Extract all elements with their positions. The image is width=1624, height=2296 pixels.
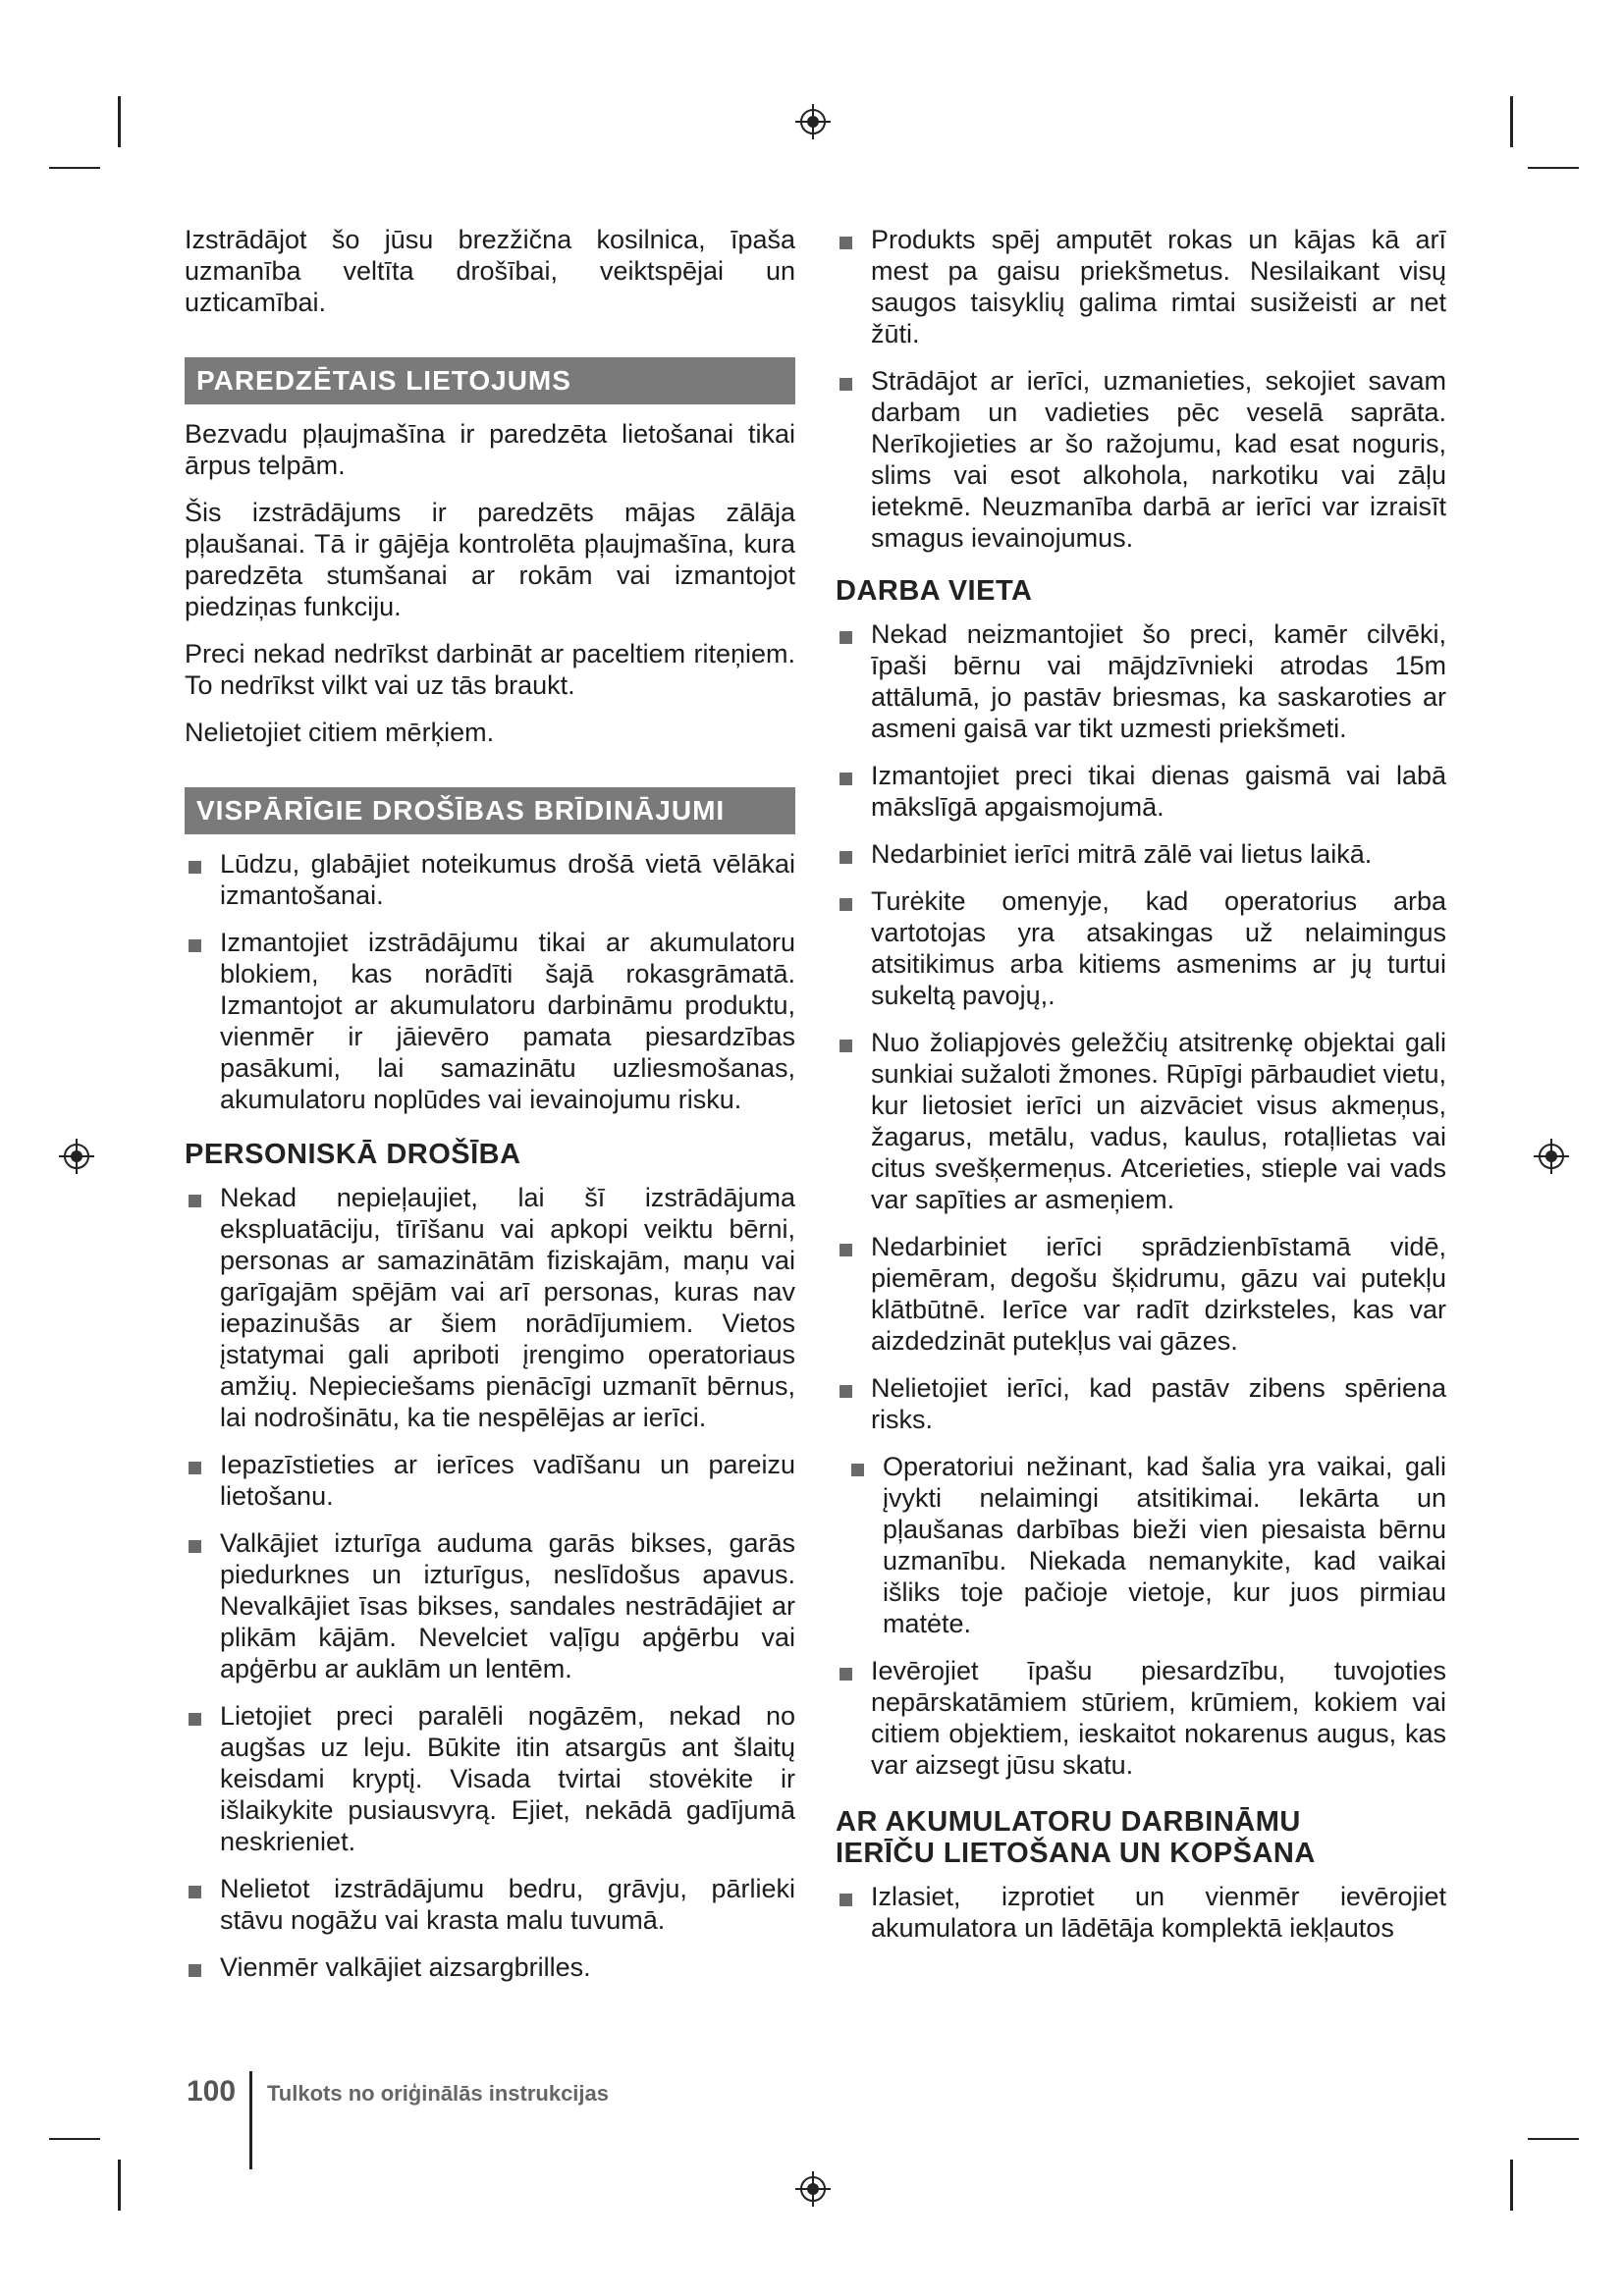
list-item: Strādājot ar ierīci, uzmanieties, sekojiet savam darbam un vadieties pēc veselā saprāta. Nerīkojieties ar šo ražojumu, kad esat noguris, slims vai esot alkohola, narkotiku vai zāļu ietekmē. Neuzmanība darbā ar ierīci var izraisīt smagus ievainojumus. [836,365,1446,554]
list-item: Lūdzu, glabājiet noteikumus drošā vietā vēlākai izmantošanai. [185,848,795,911]
list-item: Nekad neizmantojiet šo preci, kamēr cilvēki, īpaši bērnu vai mājdzīvnieki atrodas 15m attālumā, jo pastāv briesmas, ka saskaroties ar asmeni gaisā var tikt uzmesti priekšmeti. [836,618,1446,744]
section-heading-general-warnings: VISPĀRĪGIE DROŠĪBAS BRĪDINĀJUMI [185,787,795,834]
list-item: Turėkite omenyje, kad operatorius arba vartotojas yra atsakingas už nelaimingus atsitikimus arba kitiems asmenims ar jų turtui sukeltą pavojų,. [836,885,1446,1011]
section-heading-personal-safety: PERSONISKĀ DROŠĪBA [185,1139,521,1170]
registration-mark-icon [57,1137,96,1176]
intro-paragraph: Izstrādājot šo jūsu brezžičnа kosilnica, īpaša uzmanība veltīta drošībai, veiktspējai un uzticamībai. [185,225,795,317]
list-item: Nedarbiniet ierīci mitrā zālē vai lietus laikā. [836,838,1446,870]
crop-mark [118,2160,121,2211]
crop-mark [1528,167,1579,169]
registration-mark-icon [793,102,833,141]
list-item: Nuo žoliapjovės geležčių atsitrenkę objektai gali sunkiai sužaloti žmones. Rūpīgi pārbaudiet vietu, kur lietosiet ierīci un aizvāciet visus akmeņus, žagarus, metālu, vadus, kaulus, rotaļlietas vai citus svešķermeņus. Atcerieties, stieple vai vads var sapīties ar asmeņiem. [836,1027,1446,1215]
list-item: Nelietojiet ierīci, kad pastāv zibens spēriena risks. [836,1372,1446,1435]
list-item: Nedarbiniet ierīci sprādzienbīstamā vidē, piemēram, degošu šķidrumu, gāzu vai putekļu klātbūtnē. Ierīce var radīt dzirksteles, kas var aizdedzināt putekļus vai gāzes. [836,1231,1446,1357]
crop-mark [1510,96,1513,147]
list-item: Operatoriui nežinant, kad šalia yra vaikai, gali įvykti nelaimingi atsitikimai. Iekārta un pļaušanas darbības bieži vien piesaista bērnu uzmanību. Niekada nemanykite, kad vaikai išliks toje pačioje vietoje, kur juos pirmiau matėte. [836,1451,1446,1639]
section-heading-battery [836,1806,1446,1869]
paragraph: Preci nekad nedrīkst darbināt ar paceltiem riteņiem. To nedrīkst vilkt vai uz tās braukt. [185,639,795,700]
list-item: Izmantojiet izstrādājumu tikai ar akumulatoru blokiem, kas norādīti šajā rokasgrāmatā. Izmantojot ar akumulatoru darbināmu produktu, vienmēr ir jāievēro pamata piesardzības pasākumi, lai samazinātu uzliesmošanas, akumulatoru noplūdes vai ievainojumu risku. [185,927,795,1115]
list-item: Ievērojiet īpašu piesardzību, tuvojoties nepārskatāmiem stūriem, krūmiem, kokiem vai citiem objektiem, ieskaitot nokarenus augus, kas var aizsegt jūsu skatu. [836,1655,1446,1781]
crop-mark [118,96,121,147]
page-number: 100 [187,2075,237,2108]
right-column [836,224,1446,1959]
list-item: Vienmēr valkājiet aizsargbrilles. [185,1951,795,1983]
list-item: Izlasiet, izprotiet un vienmēr ievērojiet akumulatora un lādētāja komplektā iekļautos [836,1881,1446,1944]
left-column [185,224,795,1999]
registration-mark-icon [793,2169,833,2209]
registration-mark-icon [1532,1137,1571,1176]
list-item: Valkājiet izturīga auduma garās bikses, garās piedurknes un izturīgus, neslīdošus apavus. Nevalkājiet īsas bikses, sandales nestrādājiet ar plikām kājām. Nevelciet vaļīgu apģērbu vai apģērbu ar auklām un lentēm. [185,1527,795,1684]
list-item: Produkts spēj amputēt rokas un kājas kā arī mest pa gaisu priekšmetus. Nesilaikant visų saugos taisyklių galima rimtai susižeisti ar net žūti. [836,224,1446,349]
section-heading-work-area: DARBA VIETA [836,575,1033,607]
section-heading-battery-line1: AR AKUMULATORU DARBINĀMU [836,1806,1301,1838]
paragraph: Nelietojiet citiem mērķiem. [185,718,495,747]
footer-divider [249,2071,252,2169]
crop-mark [1510,2160,1513,2211]
list-item: Lietojiet preci paralēli nogāzēm, nekad no augšas uz leju. Būkite itin atsargūs ant šlaitų keisdami kryptį. Visada tvirtai stovėkite ir išlaikykite pusiausvyrą. Ejiet, nekādā gadījumā neskrieniet. [185,1700,795,1857]
list-item: Nelietot izstrādājumu bedru, grāvju, pārlieki stāvu nogāžu vai krasta malu tuvumā. [185,1873,795,1936]
paragraph: Bezvadu pļaujmašīna ir paredzēta lietošanai tikai ārpus telpām. [185,419,795,480]
crop-mark [49,2138,100,2140]
list-item: Iepazīstieties ar ierīces vadīšanu un pareizu lietošanu. [185,1449,795,1512]
list-item: Izmantojiet preci tikai dienas gaismā vai labā mākslīgā apgaismojumā. [836,760,1446,823]
paragraph: Šis izstrādājums ir paredzēts mājas zālāja pļaušanai. Tā ir gājēja kontrolēta pļaujmašīna, kura paredzēta stumšanai ar rokām vai izmantojot piedziņas funkciju. [185,498,795,621]
list-item: Nekad nepieļaujiet, lai šī izstrādājuma ekspluatāciju, tīrīšanu vai apkopi veiktu bērni, personas ar samazinātām fiziskajām, maņu vai garīgajām spējām vai arī personas, kuras nav iepazinušās ar šiem norādījumiem. Vietos įstatymai gali apriboti įrengimo operatoriaus amžių. Nepieciešams pienācīgi uzmanīt bērnus, lai nodrošinātu, ka tie nespēlējas ar ierīci. [185,1182,795,1433]
section-heading-battery-line2: IERĪČU LIETOŠANA UN KOPŠANA [836,1838,1316,1869]
section-heading-intended-use: PAREDZĒTAIS LIETOJUMS [185,357,795,404]
crop-mark [1528,2138,1579,2140]
crop-mark [49,167,100,169]
footer-title: Tulkots no oriģinālās instrukcijas [267,2081,610,2106]
